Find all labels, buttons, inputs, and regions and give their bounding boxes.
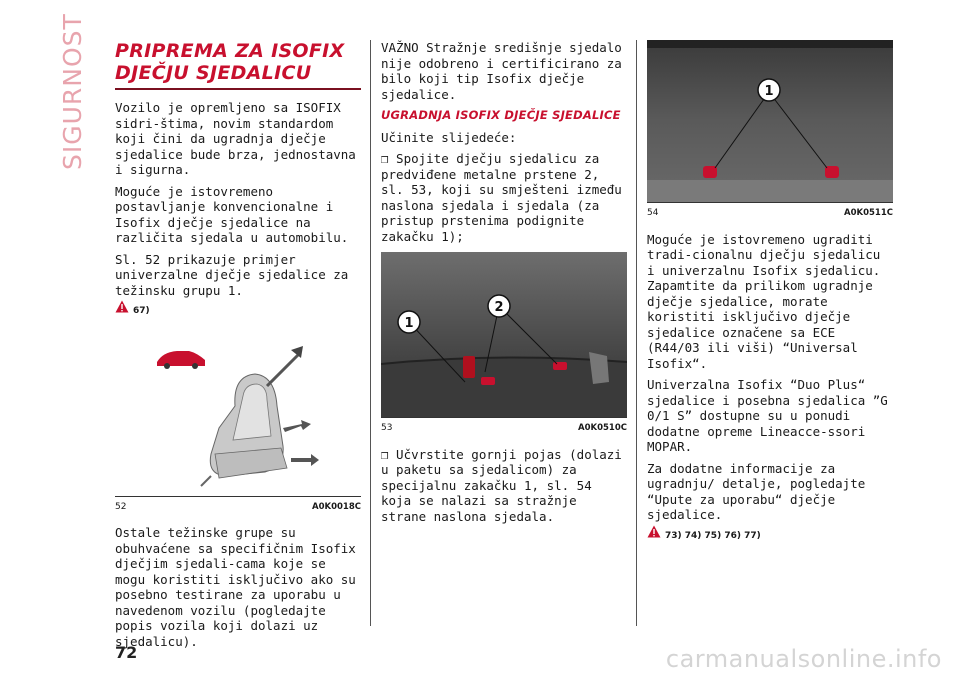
figure-code: A0K0510C	[578, 423, 627, 433]
figure-number: 52	[115, 501, 127, 512]
watermark: carmanualsonline.info	[665, 645, 942, 673]
paragraph: Učinite slijedeće:	[381, 129, 517, 145]
subsection-title: UGRADNJA ISOFIX DJEČJE SJEDALICE	[381, 108, 621, 122]
callout-1-label: 1	[764, 84, 774, 99]
section-title: PRIPREMA ZA ISOFIX DJEČJU SJEDALICU	[115, 40, 345, 84]
warning-ref-text: 73) 74) 75) 76) 77)	[665, 530, 761, 541]
figure-caption	[115, 500, 361, 516]
figure-54	[647, 40, 893, 203]
figure-code: A0K0511C	[844, 208, 893, 218]
paragraph: VAŽNO Stražnje središnje sjedalo nije odobreno i certificirano za bilo koji tip Isofix dječje sjedalice.	[381, 40, 622, 102]
warning-ref-text: 67)	[133, 306, 150, 316]
column-divider	[370, 40, 371, 626]
child-seat-illustration	[115, 336, 361, 496]
trunk-photo	[647, 40, 893, 202]
figure-caption	[381, 421, 627, 437]
child-seat-image	[115, 336, 361, 496]
figure-52	[115, 336, 361, 497]
figure-caption	[647, 206, 893, 222]
paragraph: Ostale težinske grupe su obuhvaćene sa specifičnim Isofix dječjim sjedali-cama koje se mogu koristiti isključivo ako su posebno testirane za uporabu u navedenom vozilu (pogledajte popis vozila koji dolazi uz sjedalicu).	[115, 525, 356, 649]
paragraph: Univerzalna Isofix “Duo Plus“ sjedalice i posebna sjedalica ”G 0/1 S” dostupne su u ponudi dodatne opreme Lineacce-ssori MOPAR.	[647, 377, 888, 454]
tether-anchor-photo	[647, 40, 893, 202]
column-3	[647, 40, 893, 548]
warning-reference	[647, 525, 893, 545]
figure-number: 54	[647, 208, 659, 218]
list-item: ❒ Učvrstite gornji pojas (dolazi u paketu sa sjedalicom) za specijalnu zakačku 1, sl. 54 koja se nalazi sa stražnje strane naslona sjedala.	[381, 446, 622, 524]
title-underline	[115, 88, 361, 90]
warning-reference	[115, 300, 361, 320]
column-1	[115, 40, 361, 655]
warning-triangle-icon	[647, 525, 661, 538]
warning-triangle-icon	[115, 300, 129, 313]
seat-photo	[381, 252, 627, 417]
figure-code: A0K0018C	[312, 501, 361, 512]
isofix-rings-photo	[381, 252, 627, 417]
column-divider	[636, 40, 637, 626]
paragraph: Za dodatne informacije za ugradnju/ detalje, pogledajte “Upute za uporabu“ dječje sjedalice.	[647, 460, 866, 522]
paragraph: Moguće je istovremeno ugraditi tradi-cionalnu dječju sjedalicu i univerzalnu Isofix sjedalicu. Zapamtite da prilikom ugradnje dječje sjedalice, morate koristiti isključivo dječje sjedalice označene sa ECE (R44/03 ili viši) “Universal Isofix“.	[647, 231, 881, 371]
paragraph: Moguće je istovremeno postavljanje konvencionalne i Isofix dječje sjedalice na različita sjedala u automobilu.	[115, 183, 349, 245]
figure-number: 53	[381, 423, 393, 433]
paragraph: Vozilo je opremljeno sa ISOFIX sidri-štima, novim standardom koji čini da ugradnja dječje sjedalice bude brza, jednostavna i sigurna.	[115, 100, 356, 177]
callout-1-label: 1	[404, 316, 414, 331]
column-2	[381, 40, 627, 530]
section-side-label: SIGURNOST	[58, 13, 87, 170]
page-number: 72	[115, 643, 138, 662]
callout-2-label: 2	[494, 300, 504, 315]
figure-53	[381, 252, 627, 418]
list-item: ❒ Spojite dječju sjedalicu za predviđene metalne prstene 2, sl. 53, koji su smješteni između naslona sjedala i sjedala (za pristup prstenima podignite zakačku 1);	[381, 151, 622, 244]
paragraph: Sl. 52 prikazuje primjer univerzalne dječje sjedalice za težinsku grupu 1.	[115, 251, 349, 298]
